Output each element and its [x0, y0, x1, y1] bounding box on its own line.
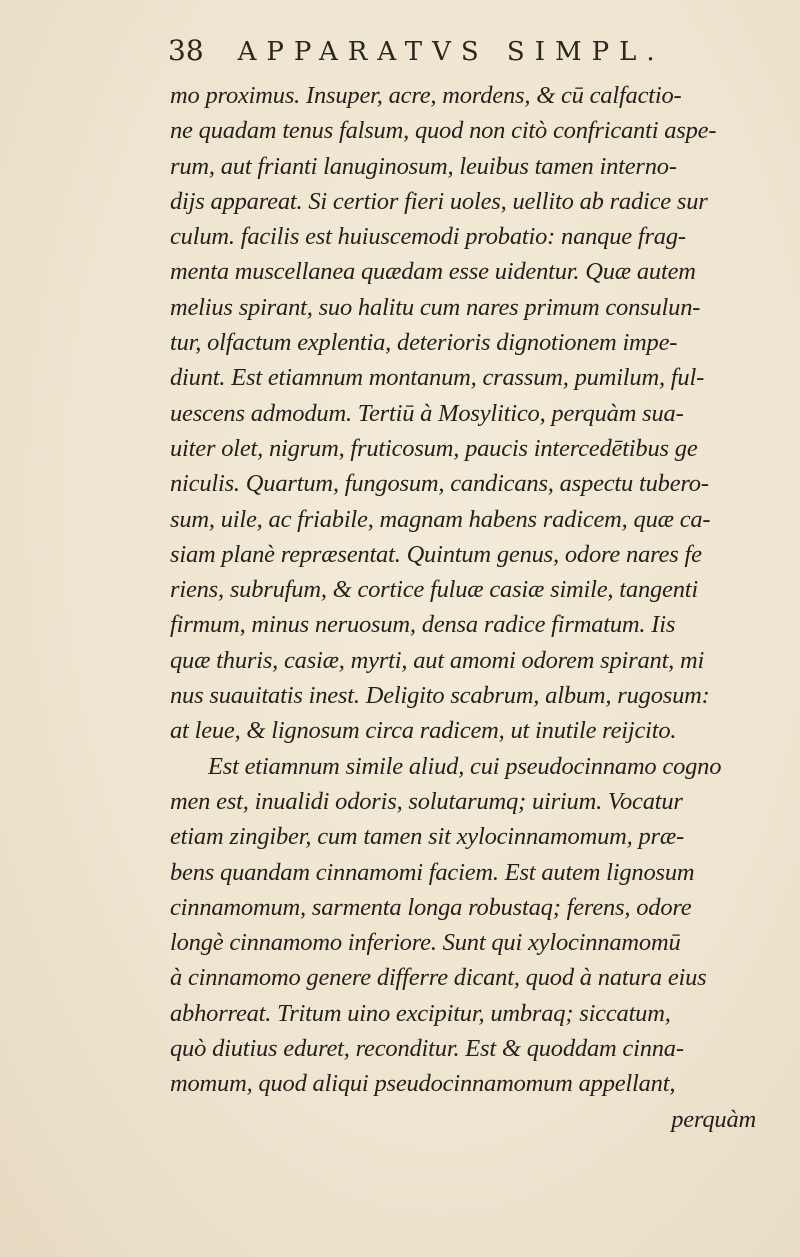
page-number: 38: [168, 34, 204, 67]
page-header: [168, 34, 768, 74]
text-line: sum, uile, ac friabile, magnam habens radicem, quæ ca-: [170, 505, 711, 533]
text-line: tur, olfactum explentia, deterioris dignotionem impe-: [170, 329, 678, 357]
text-line: siam planè repræsentat. Quintum genus, odore nares fe: [170, 540, 702, 568]
text-line: riens, subrufum, & cortice fuluæ casiæ simile, tangenti: [170, 576, 698, 604]
text-line: rum, aut frianti lanuginosum, leuibus tamen interno-: [170, 152, 677, 180]
text-line: longè cinnamomo inferiore. Sunt qui xylocinnamomū: [170, 929, 681, 957]
catchword: perquàm: [671, 1105, 756, 1133]
text-line: at leue, & lignosum circa radicem, ut inutile reijcito.: [170, 717, 677, 745]
text-line: uiter olet, nigrum, fruticosum, paucis intercedētibus ge: [170, 434, 698, 462]
text-line: culum. facilis est huiuscemodi probatio: nanque frag-: [170, 223, 686, 251]
paragraph-start-line: Est etiamnum simile aliud, cui pseudocinnamo cogno: [208, 752, 722, 780]
text-line: men est, inualidi odoris, solutarumq; uirium. Vocatur: [170, 787, 683, 815]
text-line: menta muscellanea quædam esse uidentur. Quæ autem: [170, 258, 696, 286]
text-line: mo proximus. Insuper, acre, mordens, & cū calfactio-: [170, 82, 682, 109]
text-line: ne quadam tenus falsum, quod non citò confricanti aspe-: [170, 117, 717, 145]
text-line: bens quandam cinnamomi faciem. Est autem lignosum: [170, 858, 695, 886]
body-text: [170, 78, 770, 1137]
text-line: etiam zingiber, cum tamen sit xylocinnamomum, præ-: [170, 823, 684, 851]
text-line: abhorreat. Tritum uino excipitur, umbraq; siccatum,: [170, 999, 671, 1027]
text-line: firmum, minus neruosum, densa radice firmatum. Iis: [170, 611, 676, 639]
text-line: à cinnamomo genere differre dicant, quod à natura eius: [170, 964, 707, 992]
text-line: cinnamomum, sarmenta longa robustaq; ferens, odore: [170, 893, 692, 921]
text-line: dijs appareat. Si certior fieri uoles, uellito ab radice sur: [170, 187, 708, 215]
running-head: APPARATVS SIMPL.: [237, 37, 665, 67]
text-line: diunt. Est etiamnum montanum, crassum, pumilum, ful-: [170, 364, 705, 392]
text-line: melius spirant, suo halitu cum nares primum consulun-: [170, 293, 701, 321]
text-line: quò diutius eduret, reconditur. Est & quoddam cinna-: [170, 1035, 684, 1063]
text-line: uescens admodum. Tertiū à Mosylitico, perquàm sua-: [170, 399, 684, 427]
text-line: niculis. Quartum, fungosum, candicans, aspectu tubero-: [170, 470, 709, 498]
text-line: quæ thuris, casiæ, myrti, aut amomi odorem spirant, mi: [170, 646, 705, 674]
text-line: nus suauitatis inest. Deligito scabrum, album, rugosum:: [170, 682, 710, 710]
text-line: momum, quod aliqui pseudocinnamomum appellant,: [170, 1070, 676, 1098]
